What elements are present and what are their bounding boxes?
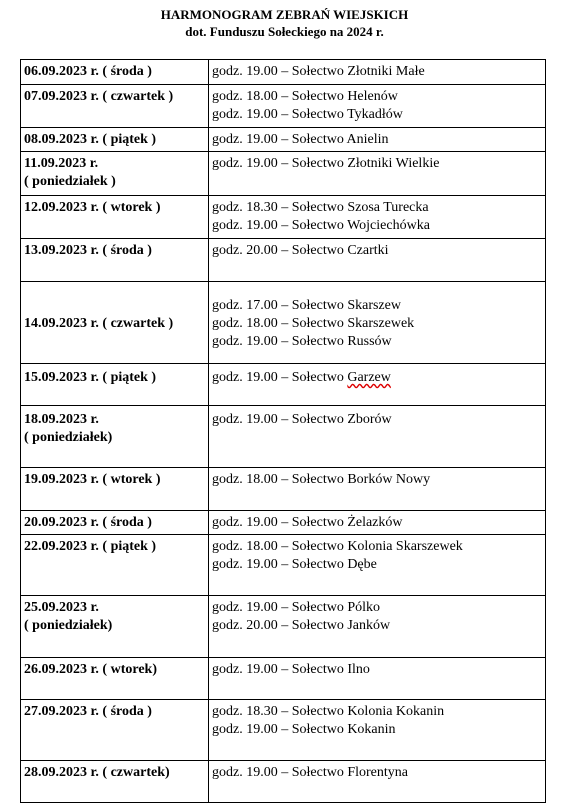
date-cell xyxy=(21,364,209,406)
date-text: 28.09.2023 r. ( czwartek) xyxy=(24,765,170,780)
date-text: 20.09.2023 r. ( środa ) xyxy=(24,515,152,530)
date-text: 06.09.2023 r. ( środa ) xyxy=(24,64,152,79)
date-text: 19.09.2023 r. ( wtorek ) xyxy=(24,472,161,487)
date-text: 15.09.2023 r. ( piątek ) xyxy=(24,370,157,385)
meeting-text-spellcheck: Garzew xyxy=(347,370,391,385)
meetings-cell xyxy=(209,511,546,535)
meeting-text: godz. 19.00 – Sołectwo Russów xyxy=(212,334,392,349)
date-text: 25.09.2023 r. xyxy=(24,600,99,615)
meeting-text: godz. 19.00 – Sołectwo Żelazków xyxy=(212,515,403,530)
date-text: 13.09.2023 r. ( środa ) xyxy=(24,243,152,258)
date-cell xyxy=(21,128,209,152)
table-row xyxy=(21,239,546,282)
table-row xyxy=(21,364,546,406)
meeting-text: godz. 19.00 – Sołectwo xyxy=(212,370,348,385)
date-cell xyxy=(21,60,209,85)
table-row xyxy=(21,128,546,152)
meeting-text: godz. 18.00 – Sołectwo Skarszewek xyxy=(212,316,415,331)
date-cell xyxy=(21,152,209,196)
meeting-text: godz. 19.00 – Sołectwo Ilno xyxy=(212,662,370,677)
meeting-text: godz. 18.30 – Sołectwo Kolonia Kokanin xyxy=(212,704,445,719)
meetings-cell xyxy=(209,700,546,761)
date-text: 22.09.2023 r. ( piątek ) xyxy=(24,539,157,554)
meetings-cell xyxy=(209,468,546,511)
meetings-cell xyxy=(209,282,546,364)
table-row xyxy=(21,196,546,239)
table-row xyxy=(21,85,546,128)
meeting-text: godz. 19.00 – Sołectwo Dębe xyxy=(212,557,377,572)
date-cell xyxy=(21,700,209,761)
date-cell xyxy=(21,596,209,658)
meetings-cell xyxy=(209,152,546,196)
date-cell xyxy=(21,658,209,700)
date-text: 26.09.2023 r. ( wtorek) xyxy=(24,662,157,677)
date-text: ( poniedziałek ) xyxy=(24,174,116,189)
table-row xyxy=(21,511,546,535)
meeting-text: godz. 17.00 – Sołectwo Skarszew xyxy=(212,298,401,313)
meeting-text: godz. 18.00 – Sołectwo Kolonia Skarszewek xyxy=(212,539,463,554)
date-text: 07.09.2023 r. ( czwartek ) xyxy=(24,89,174,104)
meeting-text: godz. 19.00 – Sołectwo Tykadłów xyxy=(212,107,403,122)
date-cell xyxy=(21,196,209,239)
table-row xyxy=(21,761,546,803)
date-text: 11.09.2023 r. xyxy=(24,156,99,171)
table-row xyxy=(21,535,546,596)
meeting-text: godz. 18.00 – Sołectwo Borków Nowy xyxy=(212,472,431,487)
meeting-text: godz. 20.00 – Sołectwo Czartki xyxy=(212,243,389,258)
date-cell xyxy=(21,406,209,468)
date-cell xyxy=(21,282,209,364)
table-row xyxy=(21,658,546,700)
meeting-text: godz. 19.00 – Sołectwo Zborów xyxy=(212,412,392,427)
meeting-text: godz. 20.00 – Sołectwo Janków xyxy=(212,618,391,633)
date-text: ( poniedziałek) xyxy=(24,618,113,633)
meeting-text: godz. 19.00 – Sołectwo Złotniki Wielkie xyxy=(212,156,440,171)
meetings-cell xyxy=(209,128,546,152)
table-row xyxy=(21,468,546,511)
date-text: 08.09.2023 r. ( piątek ) xyxy=(24,132,157,147)
date-text: 27.09.2023 r. ( środa ) xyxy=(24,704,152,719)
date-cell xyxy=(21,511,209,535)
document-subtitle: dot. Funduszu Sołeckiego na 2024 r. xyxy=(185,24,384,39)
date-cell xyxy=(21,761,209,803)
date-cell xyxy=(21,85,209,128)
meeting-text: godz. 19.00 – Sołectwo Złotniki Małe xyxy=(212,64,425,79)
meetings-cell xyxy=(209,85,546,128)
date-cell xyxy=(21,535,209,596)
meetings-cell xyxy=(209,196,546,239)
meetings-cell xyxy=(209,239,546,282)
table-row xyxy=(21,700,546,761)
date-text: ( poniedziałek) xyxy=(24,430,113,445)
meetings-cell xyxy=(209,658,546,700)
meeting-text: godz. 19.00 – Sołectwo Wojciechówka xyxy=(212,218,430,233)
table-row xyxy=(21,282,546,364)
meeting-text: godz. 19.00 – Sołectwo Anielin xyxy=(212,132,389,147)
meetings-cell xyxy=(209,761,546,803)
meeting-text: godz. 18.30 – Sołectwo Szosa Turecka xyxy=(212,200,429,215)
meetings-cell xyxy=(209,535,546,596)
date-cell xyxy=(21,239,209,282)
meeting-text: godz. 19.00 – Sołectwo Florentyna xyxy=(212,765,408,780)
meetings-cell xyxy=(209,596,546,658)
schedule-table xyxy=(20,59,546,803)
meeting-text: godz. 19.00 – Sołectwo Kokanin xyxy=(212,722,396,737)
meetings-cell xyxy=(209,60,546,85)
meetings-cell xyxy=(209,406,546,468)
document-title: HARMONOGRAM ZEBRAŃ WIEJSKICH xyxy=(160,7,409,22)
date-cell xyxy=(21,468,209,511)
table-row xyxy=(21,596,546,658)
meetings-cell xyxy=(209,364,546,406)
table-row xyxy=(21,152,546,196)
date-text: 14.09.2023 r. ( czwartek ) xyxy=(24,316,174,331)
date-text: 18.09.2023 r. xyxy=(24,412,99,427)
meeting-text: godz. 19.00 – Sołectwo Pólko xyxy=(212,600,380,615)
date-text: 12.09.2023 r. ( wtorek ) xyxy=(24,200,161,215)
table-row xyxy=(21,406,546,468)
meeting-text: godz. 18.00 – Sołectwo Helenów xyxy=(212,89,398,104)
table-row xyxy=(21,60,546,85)
